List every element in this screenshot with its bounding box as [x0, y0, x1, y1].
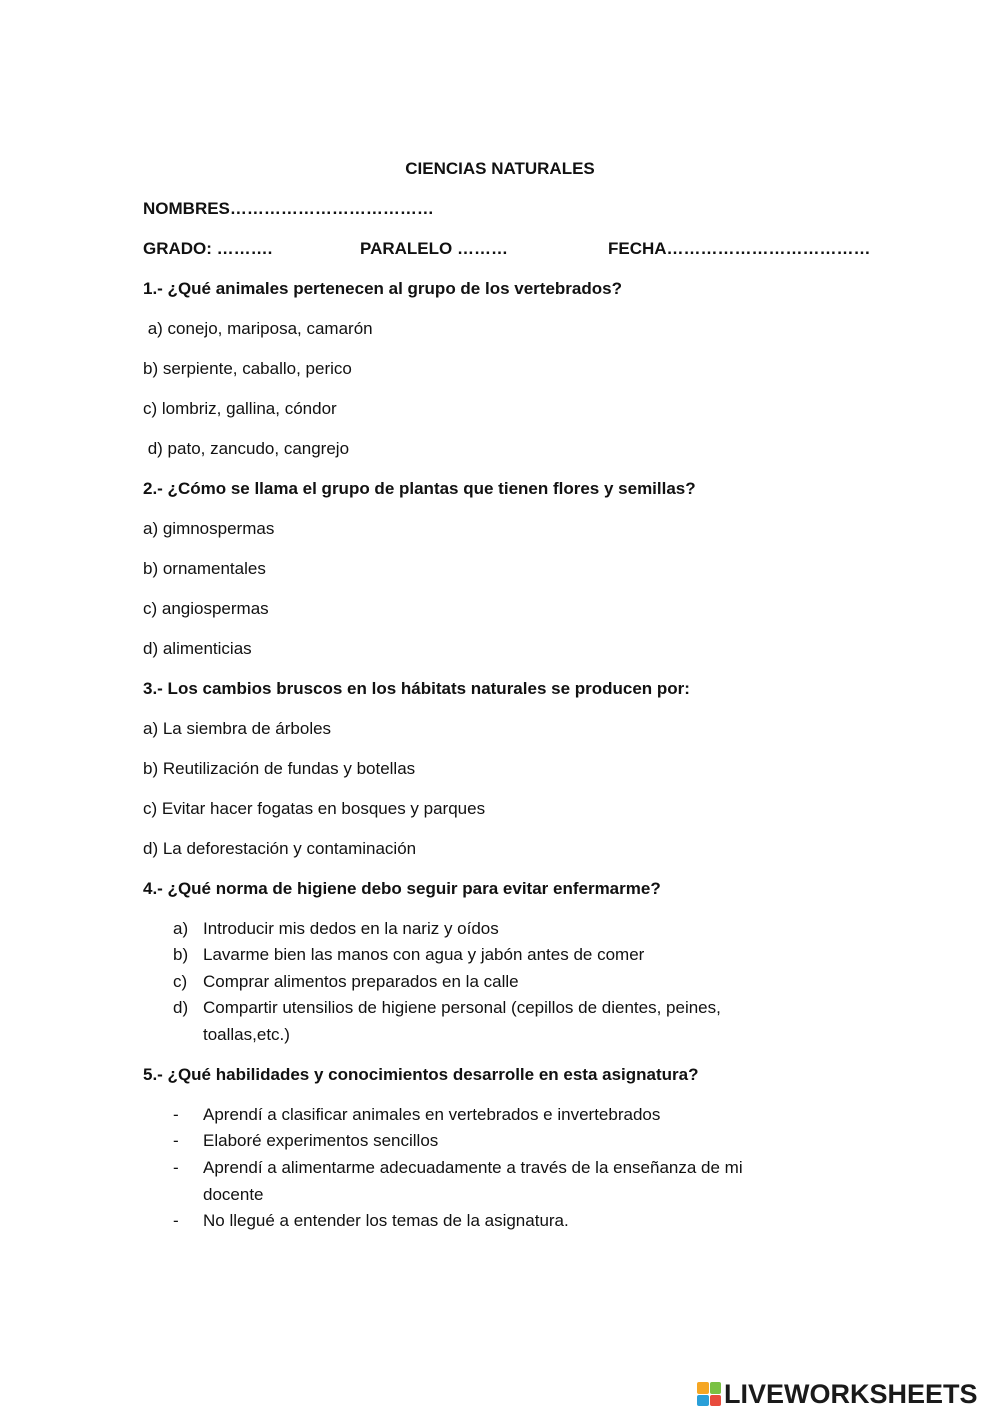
list-item-text: No llegué a entender los temas de la asignatura. — [203, 1211, 569, 1230]
list-marker: c) — [173, 972, 188, 991]
grado-field: GRADO: ………. — [143, 239, 273, 258]
list-marker: d) — [173, 998, 189, 1017]
list-item-text: Introducir mis dedos en la nariz y oídos — [203, 919, 499, 938]
question-4-option-d — [173, 995, 803, 1049]
question-1-option-a: a) conejo, mariposa, camarón — [143, 319, 373, 338]
question-2-prompt: 2.- ¿Cómo se llama el grupo de plantas que tienen flores y semillas? — [143, 479, 696, 498]
liveworksheets-wordmark: LIVEWORKSHEETS — [724, 1378, 978, 1409]
question-3-option-c: c) Evitar hacer fogatas en bosques y parques — [143, 799, 486, 818]
question-4-option-c — [173, 969, 803, 996]
logo-square-tr — [710, 1382, 722, 1394]
question-1-option-d: d) pato, zancudo, cangrejo — [143, 439, 350, 458]
list-item-text: Elaboré experimentos sencillos — [203, 1131, 439, 1150]
header-row — [0, 239, 1000, 261]
question-5-item-4 — [173, 1208, 803, 1235]
question-2-option-c: c) angiospermas — [143, 599, 269, 618]
question-5-item-2 — [173, 1128, 803, 1155]
question-3-option-d: d) La deforestación y contaminación — [143, 839, 417, 858]
paralelo-field: PARALELO ……… — [360, 239, 508, 258]
logo-square-bl — [697, 1395, 709, 1407]
list-item-text: Comprar alimentos preparados en la calle — [203, 972, 519, 991]
question-2-option-a: a) gimnospermas — [143, 519, 275, 538]
liveworksheets-brand — [697, 1378, 978, 1410]
question-4-prompt: 4.- ¿Qué norma de higiene debo seguir para evitar enfermarme? — [143, 879, 661, 898]
list-marker: - — [173, 1131, 179, 1150]
nombres-field: NOMBRES……………………………… — [143, 199, 434, 218]
question-2-option-d: d) alimenticias — [143, 639, 252, 658]
logo-square-tl — [697, 1382, 709, 1394]
question-4-option-b — [173, 942, 803, 969]
question-3-prompt: 3.- Los cambios bruscos en los hábitats naturales se producen por: — [143, 679, 690, 698]
question-3-option-a: a) La siembra de árboles — [143, 719, 332, 738]
list-marker: - — [173, 1211, 179, 1230]
logo-square-br — [710, 1395, 722, 1407]
question-5-prompt: 5.- ¿Qué habilidades y conocimientos desarrolle en esta asignatura? — [143, 1065, 699, 1084]
worksheet-title: CIENCIAS NATURALES — [405, 159, 595, 178]
list-marker: - — [173, 1158, 179, 1177]
fecha-field: FECHA……………………………… — [608, 239, 871, 258]
list-item-text: Aprendí a clasificar animales en vertebrados e invertebrados — [203, 1105, 661, 1124]
question-4-option-a — [173, 916, 803, 943]
question-3-option-b: b) Reutilización de fundas y botellas — [143, 759, 416, 778]
question-1-prompt: 1.- ¿Qué animales pertenecen al grupo de los vertebrados? — [143, 279, 622, 298]
list-item-text: Aprendí a alimentarme adecuadamente a través de la enseñanza de mi docente — [203, 1158, 743, 1204]
list-marker: - — [173, 1105, 179, 1124]
list-item-text: Lavarme bien las manos con agua y jabón antes de comer — [203, 945, 645, 964]
list-item-text: Compartir utensilios de higiene personal (cepillos de dientes, peines, toallas,etc.) — [203, 998, 721, 1044]
question-5-item-1 — [173, 1102, 803, 1129]
liveworksheets-logo-icon — [697, 1382, 721, 1406]
list-marker: a) — [173, 919, 189, 938]
list-marker: b) — [173, 945, 189, 964]
question-1-option-c: c) lombriz, gallina, cóndor — [143, 399, 337, 418]
question-1-option-b: b) serpiente, caballo, perico — [143, 359, 352, 378]
question-2-option-b: b) ornamentales — [143, 559, 266, 578]
question-5-item-3 — [173, 1155, 803, 1209]
